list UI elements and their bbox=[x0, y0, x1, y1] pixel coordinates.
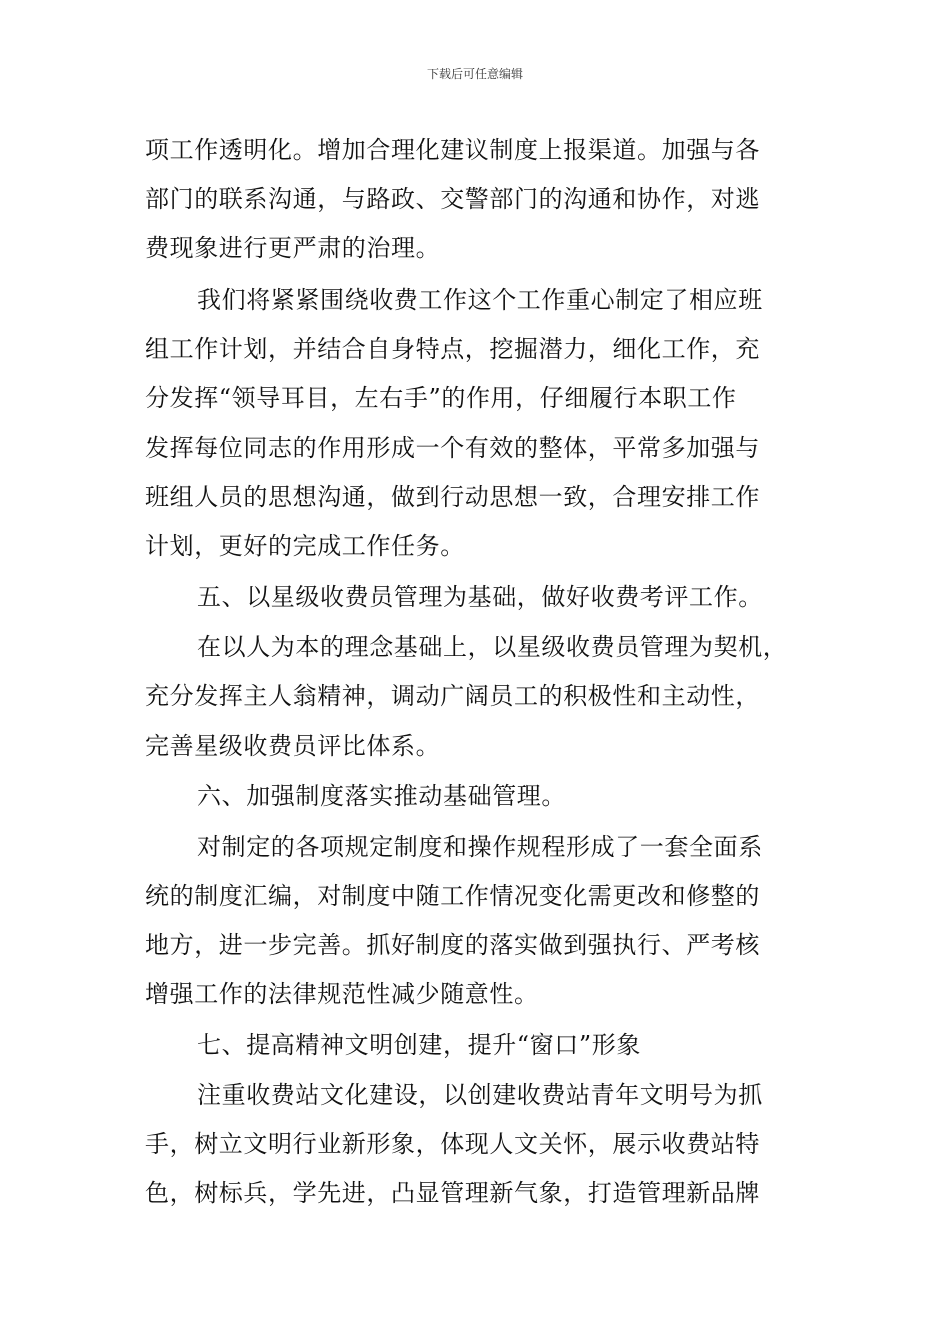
body-line-1: 项工作透明化。增加合理化建议制度上报渠道。加强与各 bbox=[145, 136, 760, 164]
body-line-2: 部门的联系沟通，与路政、交警部门的沟通和协作，对逃 bbox=[145, 185, 760, 213]
body-line-22: 色，树标兵，学先进，凸显管理新气象，打造管理新品牌 bbox=[145, 1179, 760, 1207]
body-line-9: 计划，更好的完成工作任务。 bbox=[145, 532, 465, 560]
body-line-3: 费现象进行更严肃的治理。 bbox=[145, 234, 441, 262]
body-line-6: 分发挥“领导耳目，左右手”的作用，仔细履行本职工作 bbox=[145, 384, 737, 412]
body-line-20: 注重收费站文化建设，以创建收费站青年文明号为抓 bbox=[197, 1081, 763, 1109]
body-line-4: 我们将紧紧围绕收费工作这个工作重心制定了相应班 bbox=[197, 286, 763, 314]
body-line-16: 统的制度汇编，对制度中随工作情况变化需更改和修整的 bbox=[145, 882, 760, 910]
body-line-13: 完善星级收费员评比体系。 bbox=[145, 732, 441, 760]
section-heading-7: 七、提高精神文明创建，提升“窗口”形象 bbox=[197, 1031, 641, 1059]
body-line-21: 手，树立文明行业新形象，体现人文关怀，展示收费站特 bbox=[145, 1130, 760, 1158]
body-line-15: 对制定的各项规定制度和操作规程形成了一套全面系 bbox=[197, 833, 763, 861]
body-line-8: 班组人员的思想沟通，做到行动思想一致，合理安排工作 bbox=[145, 483, 760, 511]
body-line-17: 地方，进一步完善。抓好制度的落实做到强执行、严考核 bbox=[145, 931, 760, 959]
section-heading-6: 六、加强制度落实推动基础管理。 bbox=[197, 782, 566, 810]
body-line-18: 增强工作的法律规范性减少随意性。 bbox=[145, 980, 539, 1008]
page-header: 下载后可任意编辑 bbox=[426, 67, 523, 81]
body-line-5: 组工作计划，并结合自身特点，挖掘潜力，细化工作，充 bbox=[145, 335, 760, 363]
body-line-7: 发挥每位同志的作用形成一个有效的整体，平常多加强与 bbox=[145, 434, 760, 462]
section-heading-5: 五、以星级收费员管理为基础，做好收费考评工作。 bbox=[197, 583, 763, 611]
body-line-11: 在以人为本的理念基础上，以星级收费员管理为契机， bbox=[197, 633, 788, 661]
body-line-12: 充分发挥主人翁精神，调动广阔员工的积极性和主动性， bbox=[145, 682, 760, 710]
